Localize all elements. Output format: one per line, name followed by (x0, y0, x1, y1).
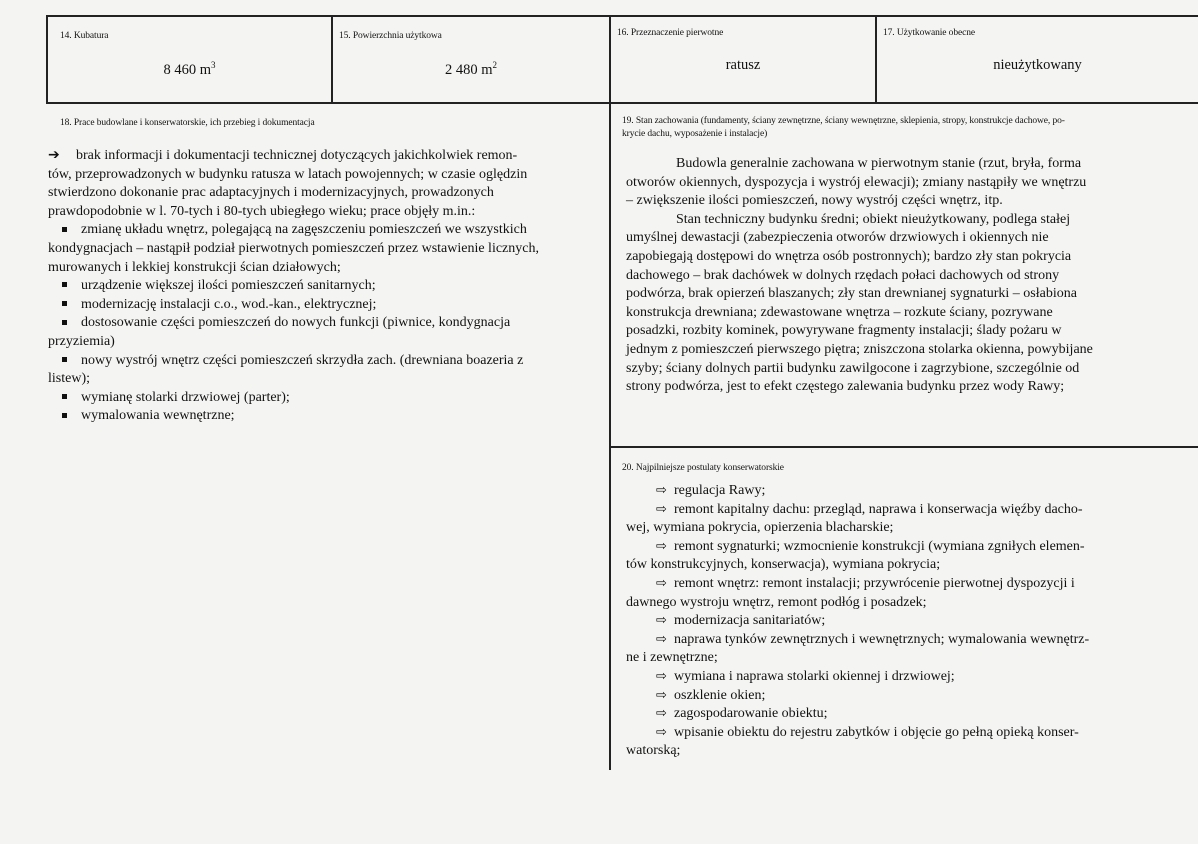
condition-line-text: otworów okiennych, dyspozycja i wystrój elewacji); zmiany nastąpiły we wnętrzu (626, 174, 1087, 190)
works-list-item (48, 277, 593, 296)
header-row-bottom-border (46, 102, 1198, 104)
postulate-item-text: naprawa tynków zewnętrznych i wewnętrznych; wymalowania wewnętrz- (674, 631, 1090, 647)
works-list-item (48, 221, 593, 240)
postulate-item-text: oszklenie okien; (674, 687, 766, 703)
section-20-body (626, 482, 1140, 761)
postulate-item-text: watorską; (626, 743, 681, 759)
square-bullet-icon (62, 227, 67, 232)
center-divider (609, 15, 611, 770)
works-list-item-text: urządzenie większej ilości pomieszczeń sanitarnych; (81, 278, 376, 294)
square-bullet-icon (62, 282, 67, 287)
label-15-powierzchnia: 15. Powierzchnia użytkowa (339, 31, 442, 41)
arrow-right-icon: ⇨ (656, 501, 667, 517)
postulate-item (626, 687, 1140, 706)
condition-line (626, 304, 1142, 323)
postulate-item (626, 631, 1140, 650)
condition-line (626, 322, 1142, 341)
postulate-item (626, 612, 1140, 631)
top-border (46, 15, 1198, 17)
postulate-item-text: regulacja Rawy; (674, 483, 766, 498)
condition-line-text: jednym z pomieszczeń pierwszego piętra; zniszczona stolarka okienna, powybijane (626, 341, 1093, 357)
condition-line-text: Stan techniczny budynku średni; obiekt nieużytkowany, podlega stałej (676, 211, 1071, 227)
postulate-item (626, 649, 1140, 668)
label-19-line (622, 128, 1188, 141)
postulate-item-text: wej, wymiana pokrycia, opierzenia blacharskie; (626, 520, 894, 536)
section-18-body (48, 146, 593, 426)
square-bullet-icon (62, 394, 67, 399)
curved-arrow-bullet-icon: ➔ (48, 147, 60, 163)
postulate-item (626, 482, 1140, 501)
square-bullet-icon (62, 301, 67, 306)
postulate-item (626, 556, 1140, 575)
square-bullet-icon (62, 357, 67, 362)
condition-line (626, 285, 1142, 304)
condition-line-text: konstrukcja drewniana; zdewastowane wnętrza – rozkute ściany, pozrywane (626, 304, 1053, 320)
postulate-item-text: wymiana i naprawa stolarki okiennej i drzwiowej; (674, 668, 955, 684)
works-list-item (48, 296, 593, 315)
works-list-item (48, 314, 593, 333)
condition-line (626, 155, 1142, 174)
postulate-item-text: dawnego wystroju wnętrz, remont podłóg i posadzek; (626, 594, 927, 610)
condition-line (626, 229, 1142, 248)
condition-line-text: Budowla generalnie zachowana w pierwotnym stanie (rzut, bryła, forma (676, 156, 1082, 171)
arrow-right-icon: ⇨ (656, 668, 667, 684)
intro-line-text: stwierdzono dokonanie prac adaptacyjnych i modernizacyjnych, prowadzonych (48, 185, 494, 201)
condition-line-text: podwórza, brak opierzeń blaszanych; zły stan drewnianej sygnaturki – osłabiona (626, 286, 1077, 302)
arrow-right-icon: ⇨ (656, 538, 667, 554)
intro-line (48, 146, 593, 166)
works-list-item-text: wymianę stolarki drzwiowej (parter); (81, 389, 290, 405)
postulate-item (626, 668, 1140, 687)
value-uzytkowanie: nieużytkowany (993, 57, 1082, 73)
condition-line (626, 378, 1142, 397)
label-19-line (622, 115, 1188, 128)
postulate-item (626, 724, 1140, 743)
label-16-przeznaczenie: 16. Przeznaczenie pierwotne (617, 28, 724, 38)
divider-19-20 (610, 446, 1198, 448)
postulate-item (626, 538, 1140, 557)
section-19-body (626, 155, 1142, 397)
intro-line-text: brak informacji i dokumentacji technicznej dotyczących jakichkolwiek remon- (76, 148, 518, 163)
intro-line (48, 203, 593, 222)
postulate-item (626, 594, 1140, 613)
condition-line (626, 192, 1142, 211)
label-19-line-text: krycie dachu, wyposażenie i instalacje) (622, 129, 768, 139)
condition-line (626, 248, 1142, 267)
square-bullet-icon (62, 320, 67, 325)
arrow-right-icon: ⇨ (656, 706, 667, 722)
intro-line (48, 166, 593, 185)
label-19-stan-zachowania (622, 115, 1188, 141)
arrow-right-icon: ⇨ (656, 483, 667, 498)
works-list-item (48, 370, 593, 389)
label-17-uzytkowanie: 17. Użytkowanie obecne (883, 28, 975, 38)
works-list-item-text: listew); (48, 371, 90, 387)
postulate-item-text: wpisanie obiektu do rejestru zabytków i objęcie go pełną opieką konser- (674, 724, 1079, 740)
postulate-item (626, 742, 1140, 761)
condition-line (626, 341, 1142, 360)
arrow-right-icon: ⇨ (656, 631, 667, 647)
works-list-item-text: przyziemia) (48, 333, 115, 349)
condition-line-text: strony podwórza, jest to efekt częstego zalewania budynku przez wody Rawy; (626, 379, 1065, 395)
postulate-item (626, 705, 1140, 724)
condition-line (626, 267, 1142, 286)
works-list-item (48, 240, 593, 259)
postulate-item (626, 501, 1140, 520)
label-19-line-text: 19. Stan zachowania (fundamenty, ściany zewnętrzne, ściany wewnętrzne, sklepienia, stropy, konstrukcje dachowe, po- (622, 116, 1065, 126)
value-kubatura: 8 460 $m^3$ (163, 60, 216, 78)
postulate-item (626, 575, 1140, 594)
intro-line (48, 184, 593, 203)
postulate-item-text: ne i zewnętrzne; (626, 650, 718, 666)
arrow-right-icon: ⇨ (656, 687, 667, 703)
postulate-item-text: modernizacja sanitariatów; (674, 613, 826, 629)
condition-line (626, 211, 1142, 230)
works-list-item-text: dostosowanie części pomieszczeń do nowych funkcji (piwnice, kondygnacja (81, 315, 511, 331)
postulate-item-text: remont wnętrz: remont instalacji; przywrócenie pierwotnej dyspozycji i (674, 575, 1075, 591)
works-list-item (48, 333, 593, 352)
condition-line-text: posadzki, rozbity kominek, powyrywane fragmenty instalacji; ślady pożaru w (626, 323, 1062, 339)
label-20-postulaty: 20. Najpilniejsze postulaty konserwatorskie (622, 463, 784, 473)
intro-line-text: tów, przeprowadzonych w budynku ratusza w latach powojennych; w czasie oględzin (48, 166, 528, 182)
condition-line-text: szyby; ściany dolnych partii budynku zawilgocone i zagrzybione, szczególnie od (626, 360, 1080, 376)
works-list-item (48, 259, 593, 278)
value-przeznaczenie: ratusz (725, 57, 761, 73)
condition-line-text: – zwiększenie ilości pomieszczeń, nowy wystrój części wnętrz, itp. (626, 193, 1003, 209)
works-list-item-text: nowy wystrój wnętrz części pomieszczeń skrzydła zach. (drewniana boazeria z (81, 352, 524, 368)
postulate-item-text: remont sygnaturki; wzmocnienie konstrukcji (wymiana zgniłych elemen- (674, 538, 1085, 554)
arrow-right-icon: ⇨ (656, 613, 667, 629)
postulate-item (626, 519, 1140, 538)
arrow-right-icon: ⇨ (656, 724, 667, 740)
square-bullet-icon (62, 413, 67, 418)
condition-line-text: umyślnej dewastacji (zabezpieczenia otworów drzwiowych i okiennych nie (626, 230, 1049, 246)
condition-line (626, 174, 1142, 193)
arrow-right-icon: ⇨ (656, 575, 667, 591)
condition-line-text: zapobiegają dostępowi do wnętrza osób postronnych); bardzo zły stan pokrycia (626, 248, 1072, 264)
works-list-item (48, 352, 593, 371)
works-list-item-text: modernizację instalacji c.o., wod.-kan., elektrycznej; (81, 296, 377, 312)
condition-line-text: dachowego – brak dachówek w dolnych rzędach połaci dachowych od strony (626, 267, 1060, 283)
works-list-item (48, 407, 593, 426)
intro-line-text: prawdopodobnie w l. 70-tych i 80-tych ubiegłego wieku; prace objęły m.in.: (48, 203, 476, 219)
works-list-item (48, 389, 593, 408)
works-list-item-text: kondygnacjach – nastąpił podział pierwotnych pomieszczeń przez wstawienie licznych, (48, 240, 539, 256)
works-list-item-text: zmianę układu wnętrz, polegającą na zagęszczeniu pomieszczeń we wszystkich (81, 222, 527, 238)
works-list-item-text: wymalowania wewnętrzne; (81, 408, 235, 424)
label-14-kubatura: 14. Kubatura (60, 31, 109, 41)
postulate-item-text: remont kapitalny dachu: przegląd, naprawa i konserwacja więźby dacho- (674, 501, 1083, 517)
value-powierzchnia: 2 480 $m^2$ (444, 60, 498, 78)
postulate-item-text: zagospodarowanie obiektu; (674, 706, 828, 722)
postulate-item-text: tów konstrukcyjnych, konserwacja), wymiana pokrycia; (626, 557, 941, 573)
label-18-prace: 18. Prace budowlane i konserwatorskie, ich przebieg i dokumentacja (60, 118, 315, 128)
works-list-item-text: murowanych i lekkiej konstrukcji ścian działowych; (48, 259, 341, 275)
condition-line (626, 360, 1142, 379)
